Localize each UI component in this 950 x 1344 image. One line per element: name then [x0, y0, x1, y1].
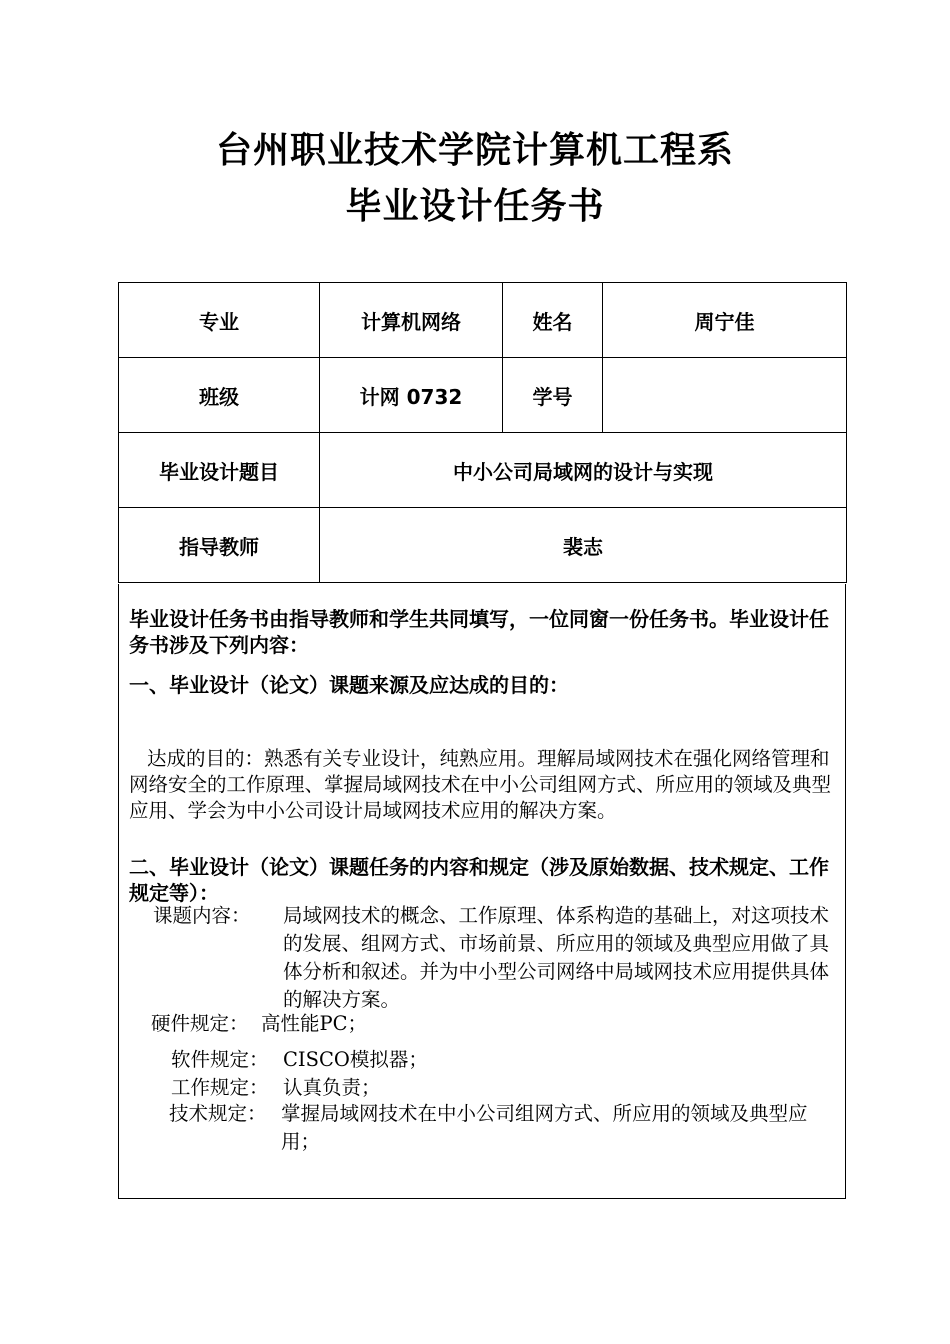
work-value: 认真负责；	[283, 1076, 381, 1099]
topic-content-label: 课题内容：	[153, 904, 251, 927]
name-value: 周宁佳	[603, 283, 847, 358]
software-label: 软件规定：	[171, 1048, 269, 1071]
software-requirement	[119, 1046, 847, 1074]
work-requirement	[119, 1074, 847, 1102]
intro-paragraph: 毕业设计任务书由指导教师和学生共同填写，一位同窗一份任务书。毕业设计任务书涉及下列内容：	[129, 607, 829, 657]
class-value: 计网 0732	[320, 358, 503, 433]
document-subtitle: 毕业设计任务书	[345, 186, 605, 227]
advisor-label: 指导教师	[119, 508, 320, 583]
topic-content-value: 局域网技术的概念、工作原理、体系构造的基础上，对这项技术的发展、组网方式、市场前景、所应用的领域及典型应用做了具体分析和叙述。并为中小型公司网络中局域网技术应用提供具体的解决方案。	[283, 904, 830, 1011]
hardware-value: 高性能PC；	[261, 1012, 368, 1035]
name-label: 姓名	[503, 283, 603, 358]
section1-body: 达成的目的：熟悉有关专业设计，纯熟应用。理解局域网技术在强化网络管理和网络安全的工作原理、掌握局域网技术在中小公司组网方式、所应用的领域及典型应用、学会为中小公司设计局域网技术应用的解决方案。	[129, 747, 832, 822]
hardware-requirement	[119, 1010, 847, 1038]
info-table	[118, 282, 847, 583]
topic-value: 中小公司局域网的设计与实现	[320, 433, 847, 508]
advisor-value: 裴志	[320, 508, 847, 583]
topic-label: 毕业设计题目	[119, 433, 320, 508]
technical-value: 掌握局域网技术在中小公司组网方式、所应用的领域及典型应用；	[281, 1102, 808, 1153]
section2-heading: 二、毕业设计（论文）课题任务的内容和规定（涉及原始数据、技术规定、工作规定等）：	[129, 855, 829, 905]
hardware-label: 硬件规定：	[151, 1012, 249, 1035]
major-value: 计算机网络	[320, 283, 503, 358]
class-label: 班级	[119, 358, 320, 433]
table-row	[119, 433, 847, 508]
technical-label: 技术规定：	[169, 1102, 267, 1125]
software-value: CISCO模拟器；	[283, 1048, 428, 1071]
student-id-label: 学号	[503, 358, 603, 433]
table-row	[119, 283, 847, 358]
table-row	[119, 508, 847, 583]
topic-content-block	[119, 902, 847, 1014]
task-content-box	[118, 584, 846, 1199]
technical-requirement	[119, 1100, 847, 1156]
work-label: 工作规定：	[171, 1076, 269, 1099]
table-row	[119, 358, 847, 433]
section1-heading: 一、毕业设计（论文）课题来源及应达成的目的：	[129, 673, 569, 697]
major-label: 专业	[119, 283, 320, 358]
student-id-value	[603, 358, 847, 433]
document-title: 台州职业技术学院计算机工程系	[215, 130, 734, 171]
